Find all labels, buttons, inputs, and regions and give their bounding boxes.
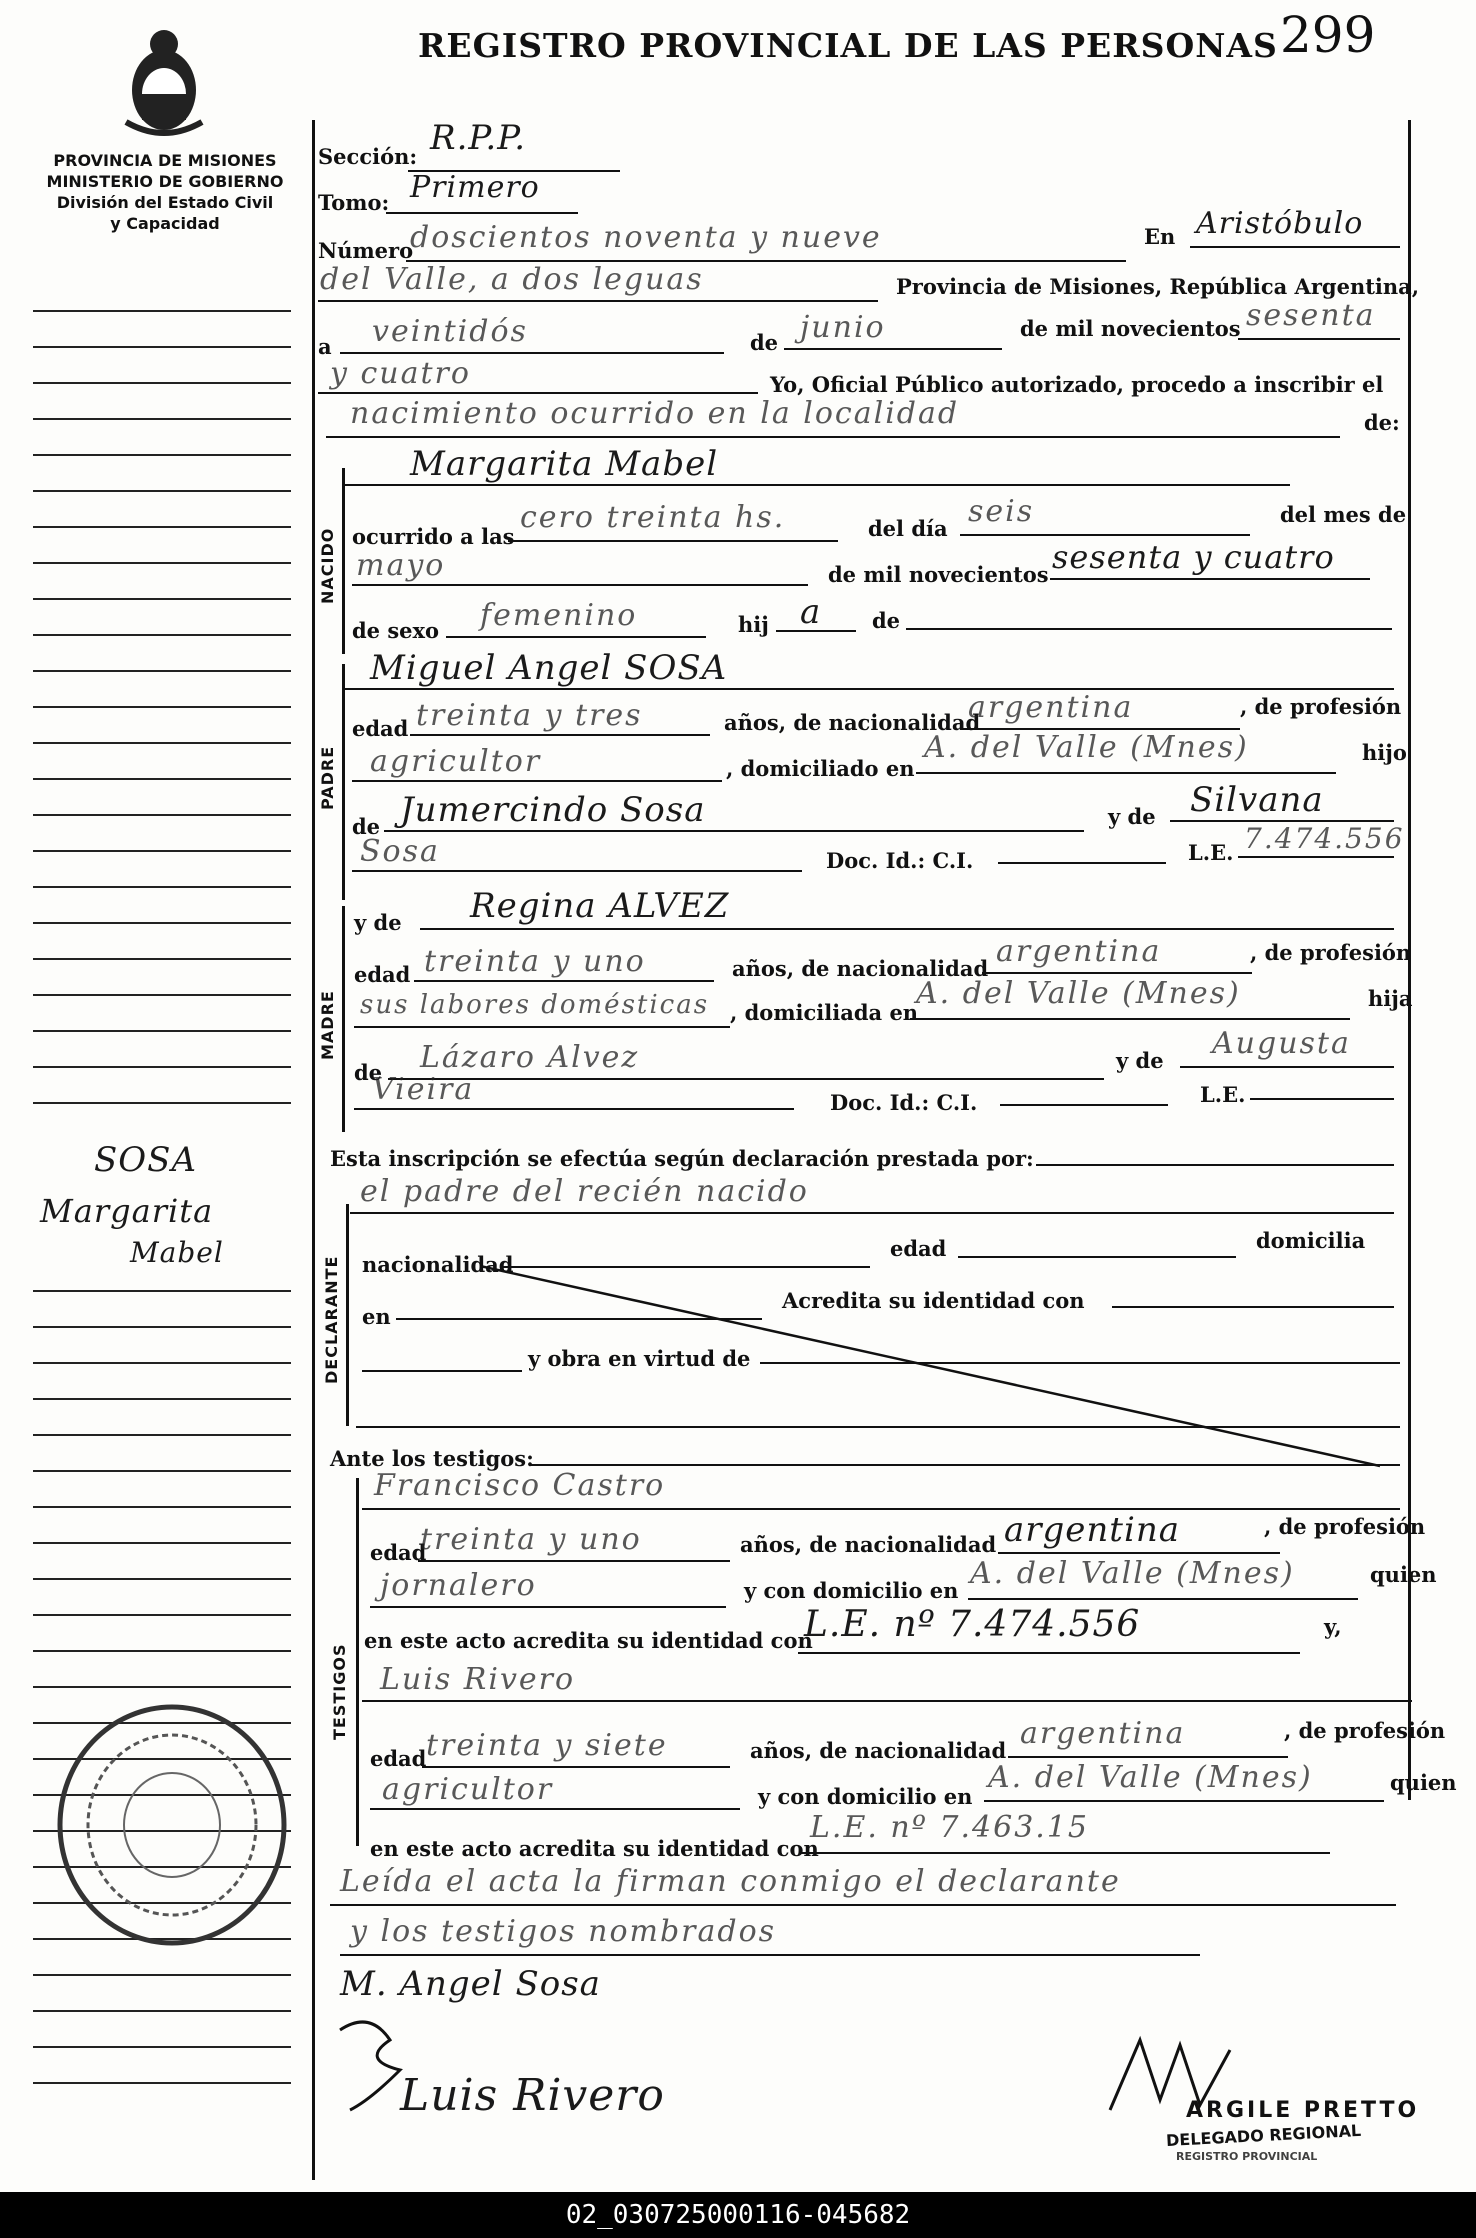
closing-line-1: Leída el acta la firman conmigo el declarante	[340, 1864, 1121, 1899]
registration-de-label: de	[750, 330, 779, 355]
witness1-acredita-label: en este acto acredita su identidad con	[364, 1628, 813, 1653]
margin-note-surname: SOSA	[94, 1140, 198, 1180]
father-nacionalidad-label: años, de nacionalidad	[724, 710, 981, 735]
father-le-number: 7.474.556	[1244, 822, 1405, 855]
page-number: 299	[1280, 6, 1376, 64]
en-label: En	[1144, 224, 1176, 249]
office-division: División del Estado Civil	[56, 193, 274, 212]
birth-hour: cero treinta hs.	[520, 500, 786, 535]
official-name-stamp: ARGILE PRETTO	[1186, 2098, 1420, 2123]
official-org-stamp: REGISTRO PROVINCIAL	[1176, 2150, 1318, 2163]
mother-yde-label: y de	[354, 910, 402, 935]
nacido-bracket	[342, 468, 345, 654]
page-title: REGISTRO PROVINCIAL DE LAS PERSONAS	[418, 26, 1278, 65]
tomo-value: Primero	[410, 170, 540, 205]
mother-residence: A. del Valle (Mnes)	[916, 976, 1241, 1011]
de-colon-label: de:	[1364, 410, 1400, 435]
seccion-label: Sección:	[318, 144, 418, 169]
witness1-nacionalidad-label: años, de nacionalidad	[740, 1532, 997, 1557]
section-label-padre: PADRE	[318, 745, 337, 810]
birth-year: sesenta y cuatro	[1052, 538, 1335, 576]
witness2-quien-label: quien	[1390, 1770, 1457, 1795]
witness2-document: L.E. nº 7.463.15	[810, 1810, 1089, 1845]
del-mes-label: del mes de	[1280, 502, 1407, 527]
mil-novecientos-text: de mil novecientos	[1020, 316, 1241, 341]
margin-note-given-name-1: Margarita	[40, 1192, 214, 1230]
father-mother-name: Silvana	[1190, 780, 1324, 820]
registration-year-continuation: y cuatro	[330, 356, 471, 391]
place-continuation: del Valle, a dos leguas	[320, 262, 704, 297]
mil-novecientos-label: de mil novecientos	[828, 562, 1049, 587]
witness1-profession: jornalero	[380, 1568, 537, 1603]
witness1-profesion-label: , de profesión	[1264, 1514, 1426, 1539]
office-ministry: MINISTERIO DE GOBIERNO	[46, 172, 284, 191]
witness1-name: Francisco Castro	[374, 1468, 666, 1503]
mother-profesion-label: , de profesión	[1250, 940, 1412, 965]
numero-label: Número	[318, 238, 414, 263]
section-label-madre: MADRE	[318, 990, 337, 1060]
sexo-label: de sexo	[352, 618, 440, 643]
father-age: treinta y tres	[416, 698, 643, 733]
declarante-obra-label: y obra en virtud de	[528, 1346, 751, 1371]
mother-doc-label: Doc. Id.: C.I.	[830, 1090, 978, 1115]
declarante-acredita-label: Acredita su identidad con	[782, 1288, 1085, 1313]
mother-edad-label: edad	[354, 962, 411, 987]
form-left-border	[312, 120, 315, 2180]
witness1-quien-label: quien	[1370, 1562, 1437, 1587]
seccion-value: R.P.P.	[430, 118, 526, 158]
mother-de-label: de	[354, 1060, 383, 1085]
hij-label: hij	[738, 612, 769, 637]
argentine-coat-of-arms-emblem	[112, 22, 216, 140]
mother-le-label: L.E.	[1200, 1082, 1246, 1107]
mother-domicilio-label: , domiciliada en	[730, 1000, 919, 1025]
witness1-y-label: y,	[1324, 1614, 1342, 1639]
registration-month: junio	[800, 310, 886, 345]
witness2-profesion-label: , de profesión	[1284, 1718, 1446, 1743]
mother-age: treinta y uno	[424, 944, 646, 979]
father-profession: agricultor	[370, 744, 542, 779]
mother-mother-name-cont: Vieira	[372, 1072, 475, 1107]
witness2-residence: A. del Valle (Mnes)	[988, 1760, 1313, 1795]
hij-suffix: a	[800, 592, 822, 632]
tomo-label: Tomo:	[318, 190, 390, 215]
father-mother-name-cont: Sosa	[360, 834, 440, 869]
father-doc-label: Doc. Id.: C.I.	[826, 848, 974, 873]
witness2-nationality: argentina	[1020, 1716, 1186, 1751]
registration-year: sesenta	[1246, 298, 1376, 333]
declarante-nacionalidad-label: nacionalidad	[362, 1252, 514, 1277]
padre-bracket	[342, 664, 345, 900]
father-nationality: argentina	[968, 690, 1134, 725]
witness1-edad-label: edad	[370, 1540, 427, 1565]
witness1-age: treinta y uno	[420, 1522, 642, 1557]
witness2-name: Luis Rivero	[380, 1662, 576, 1697]
father-edad-label: edad	[352, 716, 409, 741]
newborn-name: Margarita Mabel	[410, 444, 719, 484]
mother-father-name: Lázaro Alvez	[420, 1040, 640, 1075]
declarante-domicilia-label: domicilia	[1256, 1228, 1366, 1253]
nacido-de-label: de	[872, 608, 901, 633]
office-block	[20, 150, 310, 234]
declarante-strike-line	[480, 1262, 1380, 1472]
madre-bracket	[342, 906, 345, 1132]
declarante-intro: Esta inscripción se efectúa según declaración prestada por:	[330, 1146, 1034, 1171]
document-code-footer: 02_030725000116-045682	[0, 2192, 1476, 2238]
witness2-age: treinta y siete	[426, 1728, 668, 1763]
signature-witness: Luis Rivero	[400, 2070, 665, 2121]
official-title-stamp: DELEGADO REGIONAL	[1165, 2120, 1362, 2151]
father-le-label: L.E.	[1188, 840, 1234, 865]
del-dia-label: del día	[868, 516, 948, 541]
mother-hija-label: hija	[1368, 986, 1413, 1011]
declarante-en-label: en	[362, 1304, 391, 1329]
section-label-declarante: DECLARANTE	[322, 1255, 341, 1384]
official-round-stamp	[52, 1700, 292, 1950]
birth-day: seis	[968, 494, 1035, 529]
ocurrido-label: ocurrido a las	[352, 524, 515, 549]
provincia-text: Provincia de Misiones, República Argentina,	[896, 274, 1420, 299]
mother-yde2-label: y de	[1116, 1048, 1164, 1073]
office-province: PROVINCIA DE MISIONES	[53, 151, 277, 170]
margin-note-given-name-2: Mabel	[130, 1236, 224, 1269]
father-de-label: de	[352, 814, 381, 839]
registration-day: veintidós	[372, 314, 528, 349]
father-yde-label: y de	[1108, 804, 1156, 829]
declarante-edad-label: edad	[890, 1236, 947, 1261]
act-description: nacimiento ocurrido en la localidad	[350, 396, 960, 431]
oficial-publico-text: Yo, Oficial Público autorizado, procedo a inscribir el	[770, 372, 1384, 397]
sex-value: femenino	[480, 598, 638, 633]
declarante-value: el padre del recién nacido	[360, 1174, 809, 1209]
mother-mother-name: Augusta	[1212, 1026, 1351, 1061]
mother-nacionalidad-label: años, de nacionalidad	[732, 956, 989, 981]
father-hijo-label: hijo	[1362, 740, 1407, 765]
numero-value: doscientos noventa y nueve	[410, 220, 882, 255]
witness2-nacionalidad-label: años, de nacionalidad	[750, 1738, 1007, 1763]
father-domicilio-label: , domiciliado en	[726, 756, 915, 781]
father-name: Miguel Angel SOSA	[370, 648, 728, 688]
office-capacity: y Capacidad	[110, 214, 220, 233]
father-profesion-label: , de profesión	[1240, 694, 1402, 719]
section-label-testigos: TESTIGOS	[330, 1643, 349, 1740]
birth-month: mayo	[356, 548, 446, 583]
witness1-document: L.E. nº 7.474.556	[804, 1604, 1141, 1645]
witness2-acredita-label: en este acto acredita su identidad con	[370, 1836, 819, 1861]
testigos-intro: Ante los testigos:	[330, 1446, 534, 1471]
closing-line-2: y los testigos nombrados	[350, 1914, 777, 1949]
testigos-bracket	[356, 1478, 359, 1846]
mother-name: Regina ALVEZ	[470, 886, 730, 926]
signature-father: M. Angel Sosa	[340, 1964, 601, 2004]
witness1-nationality: argentina	[1004, 1510, 1181, 1550]
declarante-bracket	[346, 1204, 349, 1426]
father-residence: A. del Valle (Mnes)	[924, 730, 1249, 765]
en-value: Aristóbulo	[1196, 206, 1364, 241]
father-father-name: Jumercindo Sosa	[400, 790, 706, 830]
section-label-nacido: NACIDO	[318, 527, 337, 604]
mother-profession: sus labores domésticas	[360, 990, 710, 1020]
witness1-domicilio-label: y con domicilio en	[744, 1578, 959, 1603]
witness2-domicilio-label: y con domicilio en	[758, 1784, 973, 1809]
witness2-edad-label: edad	[370, 1746, 427, 1771]
mother-nationality: argentina	[996, 934, 1162, 969]
a-label: a	[318, 334, 332, 359]
witness1-residence: A. del Valle (Mnes)	[970, 1556, 1295, 1591]
witness2-profession: agricultor	[382, 1772, 554, 1807]
